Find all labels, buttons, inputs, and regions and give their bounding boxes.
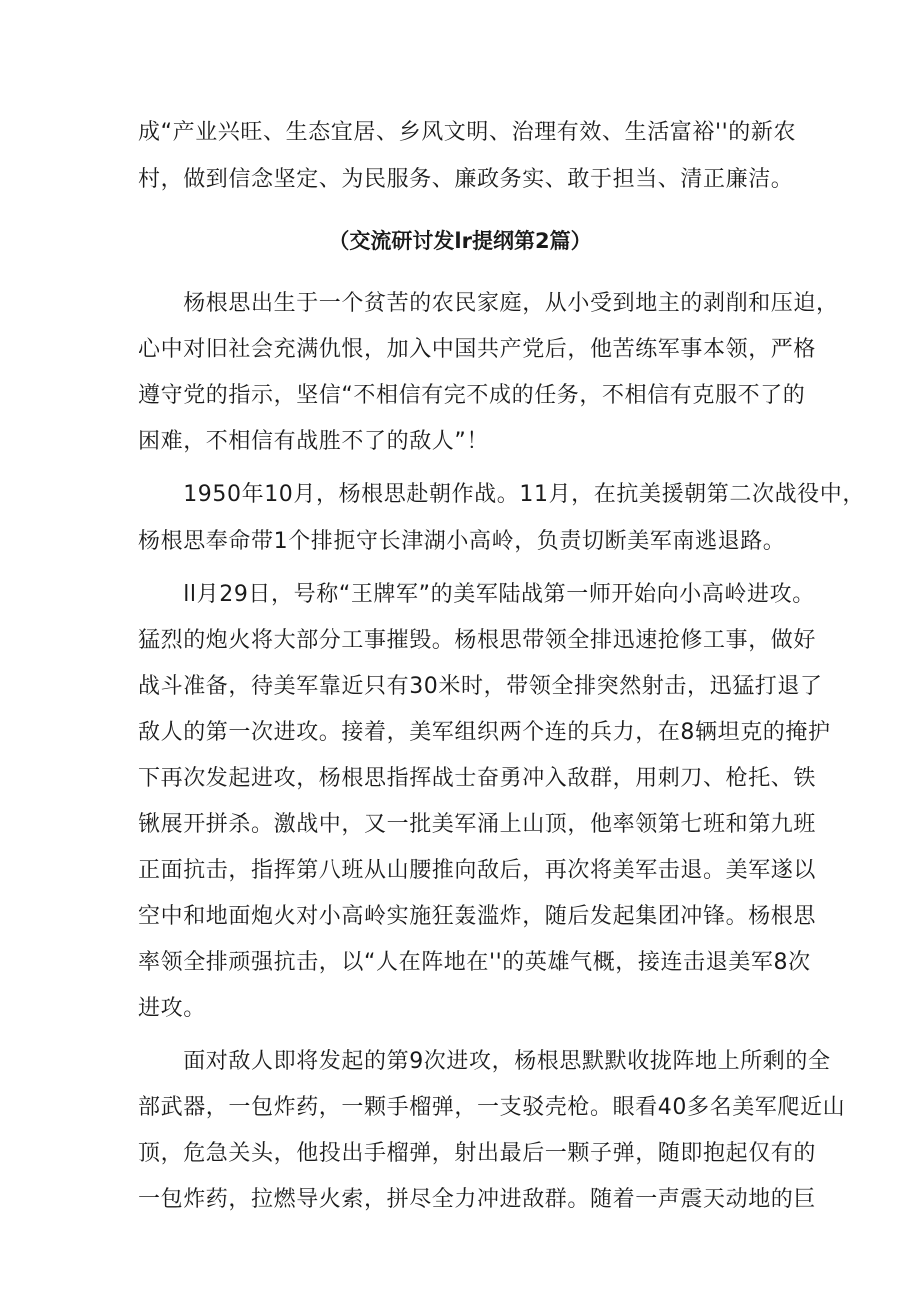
paragraph-line: 锹展开拼杀。激战中，又一批美军涌上山顶，他率领第七班和第九班	[138, 812, 817, 837]
paragraph-line: 杨根思奉命带1个排扼守长津湖小高岭，负责切断美军南逃退路。	[138, 529, 786, 554]
intro-line: 村，做到信念坚定、为民服务、廉政务实、敢于担当、清正廉洁。	[138, 167, 794, 192]
paragraph-line: 正面抗击，指挥第八班从山腰推向敌后，再次将美军击退。美军遂以	[138, 858, 817, 883]
paragraph-line: 进攻。	[138, 996, 206, 1021]
paragraph-line: 战斗准备，待美军靠近只有30米时，带领全排突然射击，迅猛打退了	[138, 674, 823, 699]
intro-line: 成“产业兴旺、生态宜居、乡风文明、治理有效、生活富裕''的新农	[138, 120, 797, 145]
paragraph-line: 一包炸药，拉燃导火索，拼尽全力冲进敌群。随着一声震天动地的巨	[138, 1187, 817, 1212]
paragraph-line: 部武器，一包炸药，一颗手榴弹，一支驳壳枪。眼看40多名美军爬近山	[138, 1095, 846, 1120]
paragraph-line: 杨根思出生于一个贫苦的农民家庭，从小受到地主的剥削和压迫，	[138, 291, 839, 316]
paragraph-line: 心中对旧社会充满仇恨，加入中国共产党后，他苦练军事本领，严格	[138, 337, 817, 362]
paragraph-line: 率领全排顽强抗击，以“人在阵地在''的英雄气概，接连击退美军8次	[138, 950, 811, 975]
paragraph-line: 面对敌人即将发起的第9次进攻，杨根思默默收拢阵地上所剩的全	[138, 1049, 831, 1074]
paragraph-line: 空中和地面炮火对小高岭实施狂轰滥炸，随后发起集团冲锋。杨根思	[138, 904, 817, 929]
paragraph-line: 1950年10月，杨根思赴朝作战。11月，在抗美援朝第二次战役中，	[138, 482, 865, 507]
paragraph-line: 下再次发起进攻，杨根思指挥战士奋勇冲入敌群，用刺刀、枪托、铁	[138, 766, 817, 791]
paragraph-line: 顶，危急关头，他投出手榴弹，射出最后一颗子弹，随即抱起仅有的	[138, 1141, 817, 1166]
paragraph-line: 敌人的第一次进攻。接着，美军组织两个连的兵力，在8辆坦克的掩护	[138, 720, 831, 745]
paragraph-line: ll月29日，号称“王牌军”的美军陆战第一师开始向小高岭进攻。	[138, 582, 815, 607]
section-heading: （交流研讨发lr提纲第2篇）	[328, 229, 592, 253]
paragraph-line: 猛烈的炮火将大部分工事摧毁。杨根思带领全排迅速抢修工事，做好	[138, 628, 817, 653]
paragraph-line: 困难，不相信有战胜不了的敌人”！	[138, 429, 489, 454]
paragraph-line: 遵守党的指示，坚信“不相信有完不成的任务，不相信有克服不了的	[138, 383, 806, 408]
